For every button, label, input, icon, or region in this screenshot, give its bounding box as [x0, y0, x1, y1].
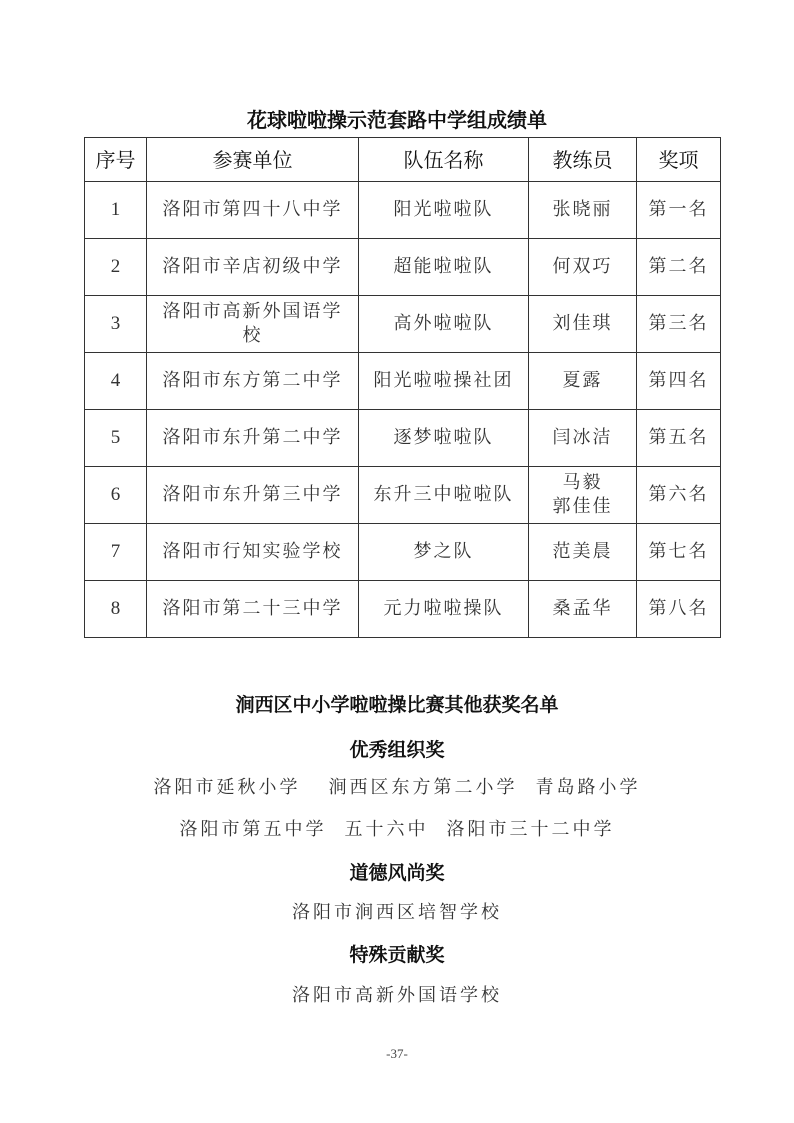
cell-team: 高外啦啦队: [359, 296, 529, 353]
table-row: [85, 524, 721, 581]
header-no: 序号: [85, 138, 147, 182]
award-school: 洛阳市延秋小学: [153, 777, 301, 798]
award-school: 洛阳市第五中学: [179, 819, 327, 840]
cell-no: 2: [85, 239, 147, 296]
header-team: 队伍名称: [359, 138, 529, 182]
cell-award: 第四名: [637, 353, 721, 410]
cell-unit: 洛阳市东升第三中学: [147, 467, 359, 524]
award-line: [0, 773, 794, 799]
cell-unit: 洛阳市东方第二中学: [147, 353, 359, 410]
award-school: 涧西区东方第二小学: [328, 777, 518, 798]
table-row: [85, 410, 721, 467]
award-line: [0, 898, 794, 924]
cell-unit: 洛阳市辛店初级中学: [147, 239, 359, 296]
cell-award: 第二名: [637, 239, 721, 296]
award-school: 五十六中: [344, 819, 429, 840]
cell-award: 第八名: [637, 581, 721, 638]
table-row: [85, 239, 721, 296]
cell-no: 1: [85, 182, 147, 239]
cell-no: 3: [85, 296, 147, 353]
cell-coach: [529, 581, 637, 638]
award-school: 青岛路小学: [535, 777, 641, 798]
cell-unit: 洛阳市第二十三中学: [147, 581, 359, 638]
cell-no: 5: [85, 410, 147, 467]
coach-name: 桑孟华: [552, 598, 613, 619]
cell-coach: [529, 182, 637, 239]
coach-name: 郭佳佳: [552, 496, 613, 517]
cell-no: 7: [85, 524, 147, 581]
header-award: 奖项: [637, 138, 721, 182]
award-line: [0, 981, 794, 1007]
award-heading-sportsmanship: 道德风尚奖: [349, 862, 445, 884]
award-school: 洛阳市高新外国语学校: [292, 985, 502, 1006]
cell-unit: 洛阳市东升第二中学: [147, 410, 359, 467]
cell-coach: [529, 524, 637, 581]
cell-award: 第七名: [637, 524, 721, 581]
cell-team: 梦之队: [359, 524, 529, 581]
award-line: [0, 815, 794, 841]
award-heading-special-contribution: 特殊贡献奖: [349, 944, 445, 966]
coach-name: 刘佳琪: [552, 313, 613, 334]
award-school: 洛阳市三十二中学: [446, 819, 615, 840]
header-coach: 教练员: [529, 138, 637, 182]
cell-team: 元力啦啦操队: [359, 581, 529, 638]
cell-unit: 洛阳市高新外国语学校: [147, 296, 359, 353]
table-row: [85, 467, 721, 524]
cell-team: 阳光啦啦队: [359, 182, 529, 239]
table-row: [85, 581, 721, 638]
other-awards-title: 涧西区中小学啦啦操比赛其他获奖名单: [235, 694, 559, 716]
results-table: [84, 137, 721, 638]
cell-team: 阳光啦啦操社团: [359, 353, 529, 410]
cell-no: 4: [85, 353, 147, 410]
cell-award: 第五名: [637, 410, 721, 467]
award-school: 洛阳市涧西区培智学校: [292, 902, 502, 923]
cell-team: 东升三中啦啦队: [359, 467, 529, 524]
cell-team: 超能啦啦队: [359, 239, 529, 296]
cell-no: 8: [85, 581, 147, 638]
cell-team: 逐梦啦啦队: [359, 410, 529, 467]
coach-name: 马毅: [562, 472, 603, 493]
table-header-row: [85, 138, 721, 182]
cell-unit: 洛阳市第四十八中学: [147, 182, 359, 239]
cell-coach: [529, 410, 637, 467]
cell-award: 第一名: [637, 182, 721, 239]
coach-name: 范美晨: [552, 541, 613, 562]
table-title: 花球啦啦操示范套路中学组成绩单: [247, 108, 547, 132]
coach-name: 张晓丽: [552, 199, 613, 220]
cell-coach: [529, 296, 637, 353]
coach-name: 闫冰洁: [552, 427, 613, 448]
coach-name: 夏露: [562, 370, 603, 391]
table-row: [85, 296, 721, 353]
cell-coach: [529, 467, 637, 524]
table-row: [85, 182, 721, 239]
cell-award: 第六名: [637, 467, 721, 524]
cell-coach: [529, 353, 637, 410]
header-unit: 参赛单位: [147, 138, 359, 182]
cell-unit: 洛阳市行知实验学校: [147, 524, 359, 581]
cell-coach: [529, 239, 637, 296]
cell-no: 6: [85, 467, 147, 524]
cell-award: 第三名: [637, 296, 721, 353]
table-row: [85, 353, 721, 410]
award-heading-organization: 优秀组织奖: [349, 739, 445, 761]
page-number: -37-: [386, 1046, 408, 1061]
coach-name: 何双巧: [552, 256, 613, 277]
